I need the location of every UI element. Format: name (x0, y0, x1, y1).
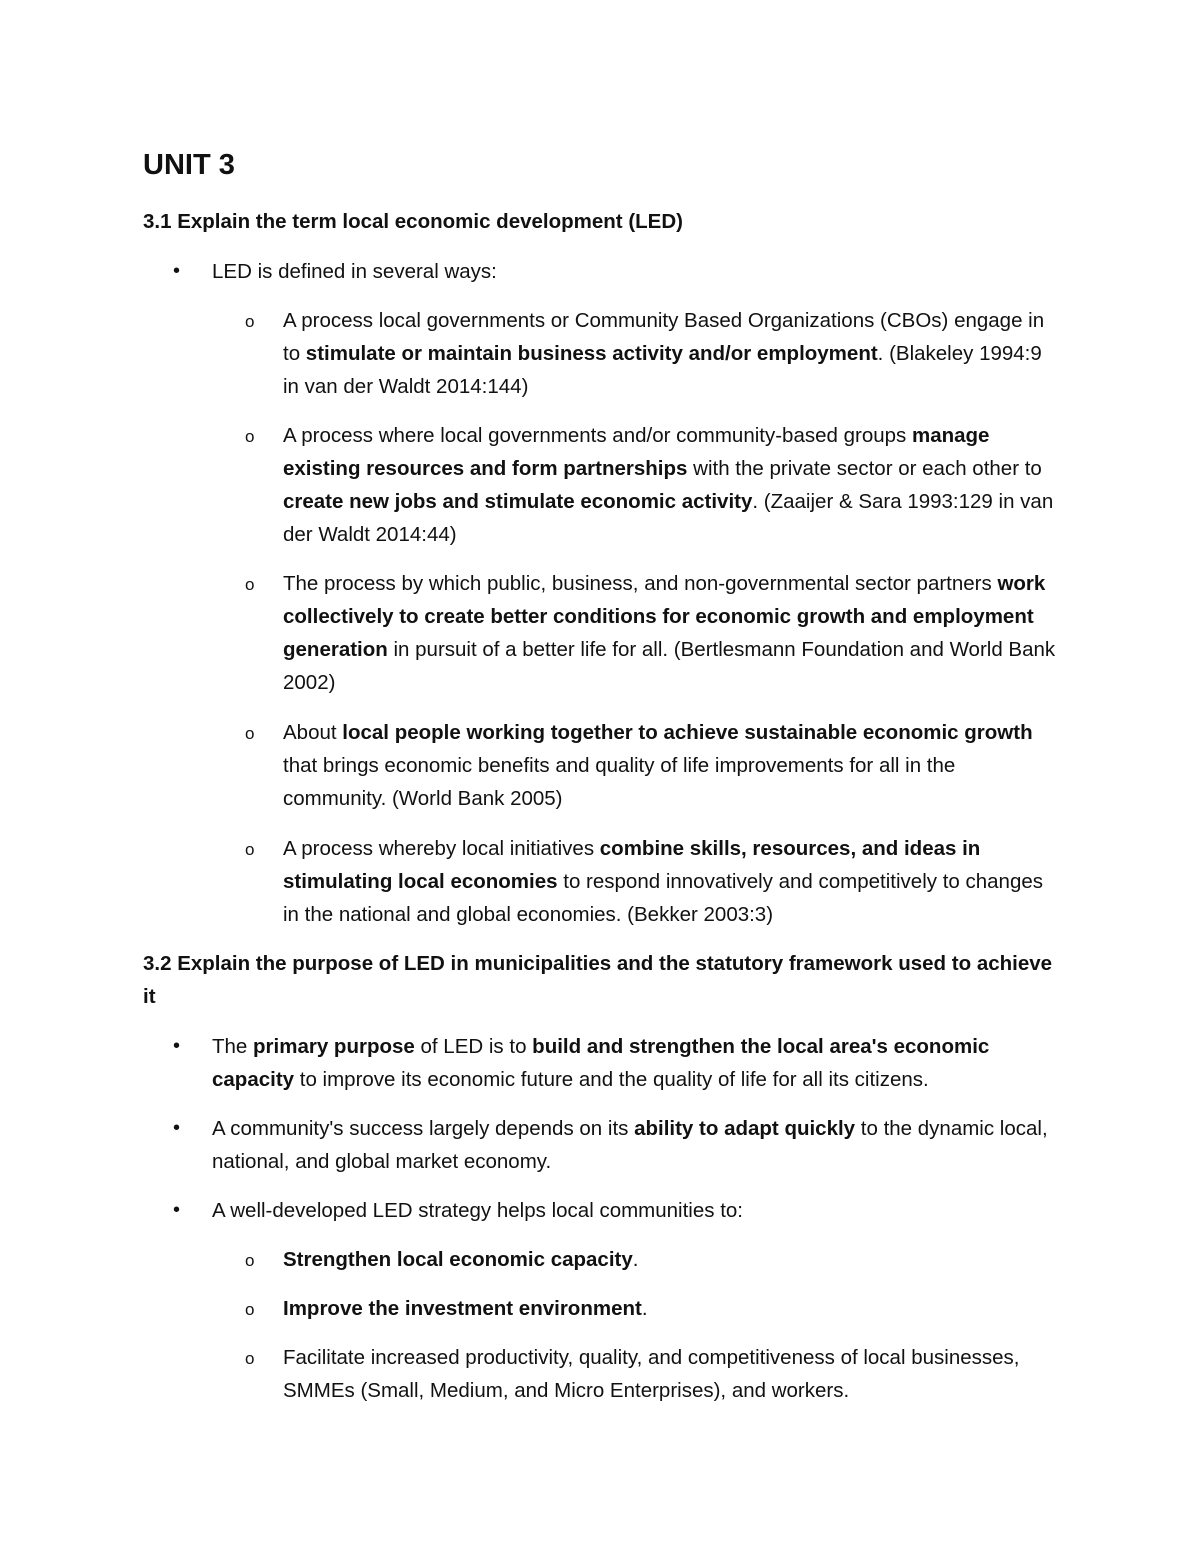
sub-bullet-icon: o (245, 312, 255, 331)
section-heading-3-2: 3.2 Explain the purpose of LED in municipalities and the statutory framework used to achieve it (143, 952, 1053, 1008)
definition-item: o A process where local governments and/or community-based groups manage existing resources and form partnerships with the private sector or each other to create new jobs and stimulate economic activity. (Zaaijer & Sara 1993:129 in van der Waldt 2014:44) (283, 419, 1063, 551)
list-item: • A community's success largely depends on its ability to adapt quickly to the dynamic local, national, and global market economy. (212, 1112, 1062, 1178)
sub-bullet-icon: o (245, 840, 255, 859)
bullet-icon: • (173, 1199, 181, 1221)
sub-bullet-icon: o (245, 1251, 255, 1270)
list-item: • The primary purpose of LED is to build and strengthen the local area's economic capacity to improve its economic future and the quality of life for all its citizens. (212, 1030, 1062, 1096)
definition-item: o The process by which public, business, and non-governmental sector partners work collectively to create better conditions for economic growth and employment generation in pursuit of a better life for all. (Bertlesmann Foundation and World Bank 2002) (283, 567, 1063, 699)
definition-item: o A process local governments or Community Based Organizations (CBOs) engage in to stimulate or maintain business activity and/or employment. (Blakeley 1994:9 in van der Waldt 2014:144) (283, 304, 1063, 403)
section-heading-3-1: 3.1 Explain the term local economic development (LED) (143, 210, 683, 233)
bullet-icon: • (173, 1035, 181, 1057)
list-item: • A well-developed LED strategy helps local communities to: (212, 1194, 1062, 1227)
sub-bullet-icon: o (245, 1349, 255, 1368)
definition-item: o About local people working together to achieve sustainable economic growth that brings economic benefits and quality of life improvements for all in the community. (World Bank 2005) (283, 716, 1063, 815)
sub-bullet-icon: o (245, 575, 255, 594)
bullet-icon: • (173, 260, 181, 282)
sub-list-item: o Facilitate increased productivity, quality, and competitiveness of local businesses, SMMEs (Small, Medium, and Micro Enterprises), and workers. (283, 1341, 1063, 1407)
sub-bullet-icon: o (245, 724, 255, 743)
sub-bullet-icon: o (245, 427, 255, 446)
definition-item: o A process whereby local initiatives combine skills, resources, and ideas in stimulating local economies to respond innovatively and competitively to changes in the national and global economies. (Bekker 2003:3) (283, 832, 1063, 931)
sub-list-item: o Strengthen local economic capacity. (283, 1243, 1063, 1276)
bullet-icon: • (173, 1117, 181, 1139)
sub-bullet-icon: o (245, 1300, 255, 1319)
list-item: • LED is defined in several ways: (212, 255, 1062, 288)
sub-list-item: o Improve the investment environment. (283, 1292, 1063, 1325)
unit-title: UNIT 3 (143, 149, 235, 181)
